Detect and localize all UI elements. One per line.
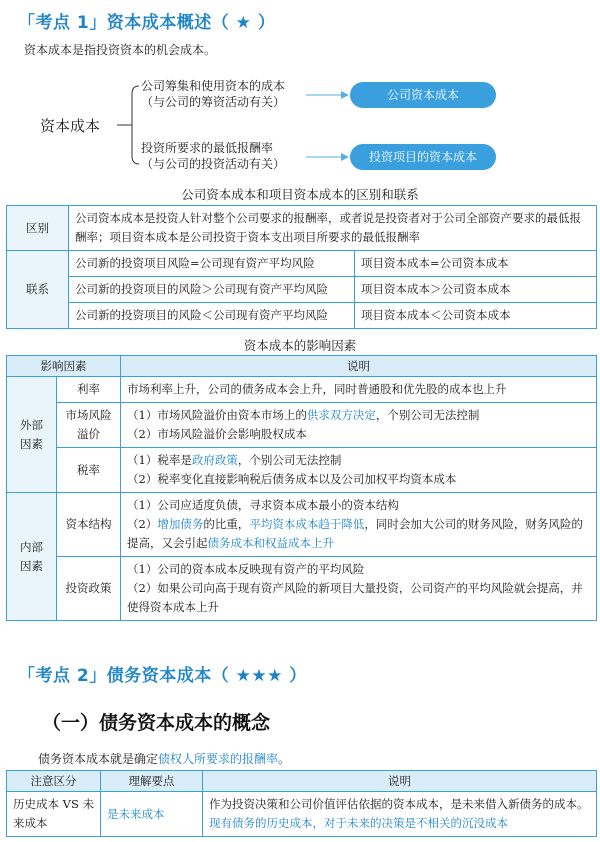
text: （2）如果公司向高于现有资产风险的新项目大量投资，公司资产的平均风险就会提高，并使得资本成本上升	[127, 581, 583, 614]
table-influence-factors	[6, 355, 597, 621]
link-right: 项目资本成本＞公司资本成本	[355, 277, 597, 303]
table-header-row	[7, 771, 597, 792]
highlight: 现有债务的历史成本，对于未来的决策是不相关的沉没成本	[209, 816, 508, 830]
text: （1）市场风险溢价由资本市场上的	[127, 408, 307, 422]
table-row	[7, 403, 597, 448]
desc-capital-structure	[121, 493, 597, 557]
row-label-diff: 区别	[7, 206, 69, 251]
pill-company-capital-cost: 公司资本成本	[350, 82, 496, 108]
link-left: 公司新的投资项目风险=公司现有资产平均风险	[69, 251, 355, 277]
highlight: 债权人所要求的报酬率	[158, 752, 279, 766]
table-row	[7, 557, 597, 621]
text: 债务资本成本就是确定	[38, 752, 159, 766]
section-title-kp1: 「考点 1」资本成本概述（ ★ ）	[18, 13, 276, 33]
intro-text: 资本成本是指投资资本的机会成本。	[24, 43, 217, 57]
table-row	[7, 303, 597, 329]
group-external: 外部 因素	[7, 377, 57, 493]
subsection-title: （一）债务资本成本的概念	[42, 712, 271, 734]
highlight: 供求双方决定	[306, 408, 376, 422]
table-row	[7, 251, 597, 277]
table-row	[7, 792, 597, 837]
factor-capital-structure: 资本结构	[57, 493, 121, 557]
row-label-link: 联系	[7, 251, 69, 329]
text: 。	[278, 752, 291, 766]
header-factor: 影响因素	[7, 356, 121, 377]
factor-market-risk-premium: 市场风险 溢价	[57, 403, 121, 448]
group-internal: 内部 因素	[7, 493, 57, 621]
text: （2）税率变化直接影响税后债务成本以及公司加权平均资本成本	[127, 472, 457, 486]
section-title-kp2: 「考点 2」债务资本成本（ ★★★ ）	[18, 666, 307, 686]
table-debt-cost-concept	[6, 770, 597, 837]
text: ，个别公司无法控制	[375, 408, 480, 422]
text: ，同时会加大公司的财务风险，财务风险的提高，又会引起	[127, 517, 583, 550]
text: 作为投资决策和公司价值评估依据的资本成本，是未来借入新债务的成本。	[209, 797, 589, 811]
link-right: 项目资本成本＜公司资本成本	[355, 303, 597, 329]
desc-investment-policy	[121, 557, 597, 621]
desc-tax-rate	[121, 448, 597, 493]
link-left: 公司新的投资项目的风险＜公司现有资产平均风险	[69, 303, 355, 329]
pill-project-capital-cost: 投资项目的资本成本	[350, 144, 496, 170]
concept-diagram	[0, 68, 600, 178]
factor-interest-rate: 利率	[57, 377, 121, 403]
highlight: 债务成本和权益成本上升	[207, 536, 334, 550]
text: （2）	[127, 517, 158, 531]
factor-tax-rate: 税率	[57, 448, 121, 493]
intro-text-kp2	[38, 750, 290, 767]
diagram-root: 资本成本	[40, 117, 101, 135]
table-row	[7, 377, 597, 403]
table1-caption: 公司资本成本和项目资本成本的区别和联系	[181, 187, 419, 202]
table-row	[7, 448, 597, 493]
diagram-bottom-line1: 投资所要求的最低报酬率	[141, 141, 274, 155]
text: （2）市场风险溢价会影响股权成本	[127, 427, 307, 441]
desc-interest-rate: 市场利率上升，公司的债务成本会上升，同时普通股和优先股的成本也上升	[121, 377, 597, 403]
text: （1）税率是	[127, 453, 192, 467]
table-company-vs-project	[6, 205, 597, 329]
header-desc: 说明	[121, 356, 597, 377]
text: （1）公司应适度负债，寻求资本成本最小的资本结构	[127, 498, 399, 512]
desc-market-risk-premium	[121, 403, 597, 448]
diagram-bottom-line2: （与公司的投资活动有关）	[141, 157, 286, 171]
header-distinguish: 注意区分	[7, 771, 101, 792]
link-left: 公司新的投资项目的风险＞公司现有资产平均风险	[69, 277, 355, 303]
table-header-row	[7, 356, 597, 377]
diagram-top-line1: 公司筹集和使用资本的成本	[141, 79, 286, 93]
cell-explanation	[203, 792, 597, 837]
diff-text: 公司资本成本是投资人针对整个公司要求的报酬率，或者说是投资者对于公司全部资产要求的最低报酬率；项目资本成本是公司投资于资本支出项目所要求的最低报酬率	[69, 206, 597, 251]
highlight: 平均资本成本趋于降低	[249, 517, 365, 531]
diagram-top-line2: （与公司的筹资活动有关）	[141, 95, 286, 109]
header-key-point: 理解要点	[101, 771, 203, 792]
cell-history-vs-future: 历史成本 VS 未来成本	[7, 792, 101, 837]
table-row	[7, 206, 597, 251]
table2-caption: 资本成本的影响因素	[243, 338, 357, 353]
highlight: 政府政策	[191, 453, 238, 467]
text: （1）公司的资本成本反映现有资产的平均风险	[127, 562, 365, 576]
link-right: 项目资本成本=公司资本成本	[355, 251, 597, 277]
cell-future-cost: 是未来成本	[101, 792, 203, 837]
highlight: 增加债务	[157, 517, 204, 531]
table-row	[7, 277, 597, 303]
text: ，个别公司无法控制	[237, 453, 342, 467]
table-row	[7, 493, 597, 557]
header-desc: 说明	[203, 771, 597, 792]
factor-investment-policy: 投资政策	[57, 557, 121, 621]
text: 的比重，	[203, 517, 250, 531]
